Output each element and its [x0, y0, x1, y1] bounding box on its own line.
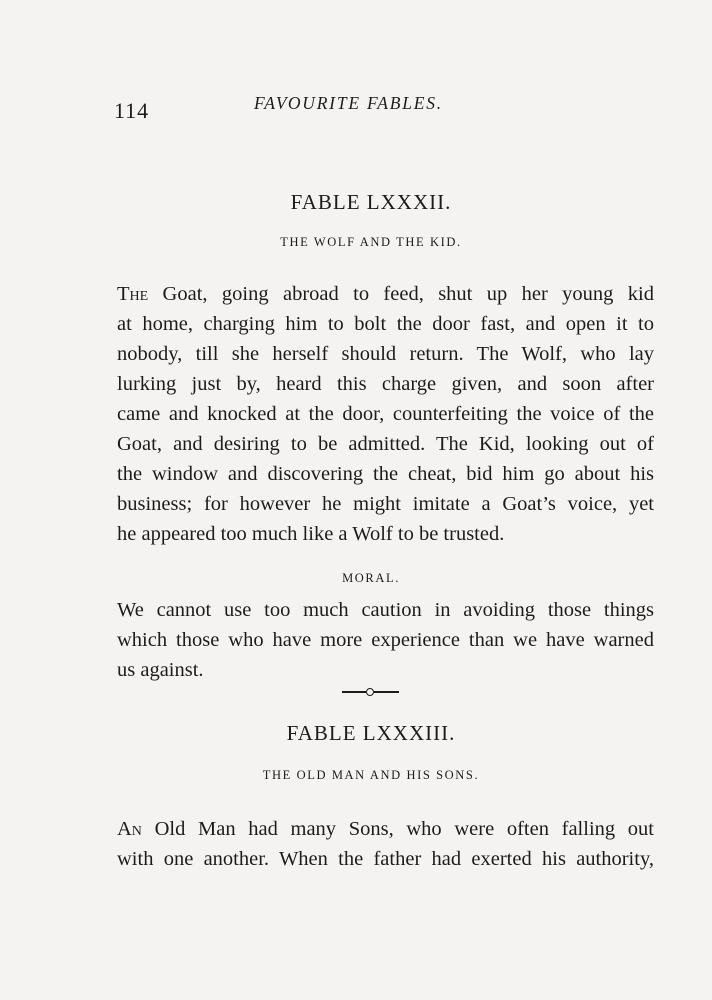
- body-line: Goat, and desiring to be admitted. The Kid, looking out of: [117, 433, 654, 455]
- body-line: at home, charging him to bolt the door fast, and open it to: [117, 313, 654, 335]
- body-line: nobody, till she herself should return. The Wolf, who lay: [117, 343, 654, 365]
- body-line: he appeared too much like a Wolf to be trusted.: [117, 523, 505, 545]
- page-number: 114: [114, 98, 150, 123]
- fable-title: FABLE LXXXIII.: [286, 721, 456, 745]
- body-line: The Goat, going abroad to feed, shut up her young kid: [117, 283, 654, 305]
- moral-line: which those who have more experience than we have warned: [117, 629, 654, 651]
- body-line-text: Old Man had many Sons, who were often falling out: [141, 818, 654, 840]
- moral-line: us against.: [117, 659, 204, 681]
- section-ornament: [342, 688, 399, 696]
- body-line: came and knocked at the door, counterfeiting the voice of the: [117, 403, 654, 425]
- running-head: FAVOURITE FABLES.: [254, 93, 443, 113]
- body-line: the window and discovering the cheat, bid him go about his: [117, 463, 654, 485]
- body-line: An Old Man had many Sons, who were often falling out: [117, 818, 654, 840]
- body-line: lurking just by, heard this charge given, and soon after: [117, 373, 654, 395]
- moral-heading: MORAL.: [342, 571, 400, 585]
- body-line: with one another. When the father had exerted his authority,: [117, 848, 654, 870]
- body-line-text: Goat, going abroad to feed, shut up her young kid: [148, 283, 654, 305]
- fable-subtitle: THE WOLF AND THE KID.: [280, 235, 462, 249]
- body-line: business; for however he might imitate a Goat’s voice, yet: [117, 493, 654, 515]
- moral-line: We cannot use too much caution in avoiding those things: [117, 599, 654, 621]
- fable-subtitle: THE OLD MAN AND HIS SONS.: [262, 768, 480, 782]
- fable-title: FABLE LXXXII.: [290, 190, 452, 214]
